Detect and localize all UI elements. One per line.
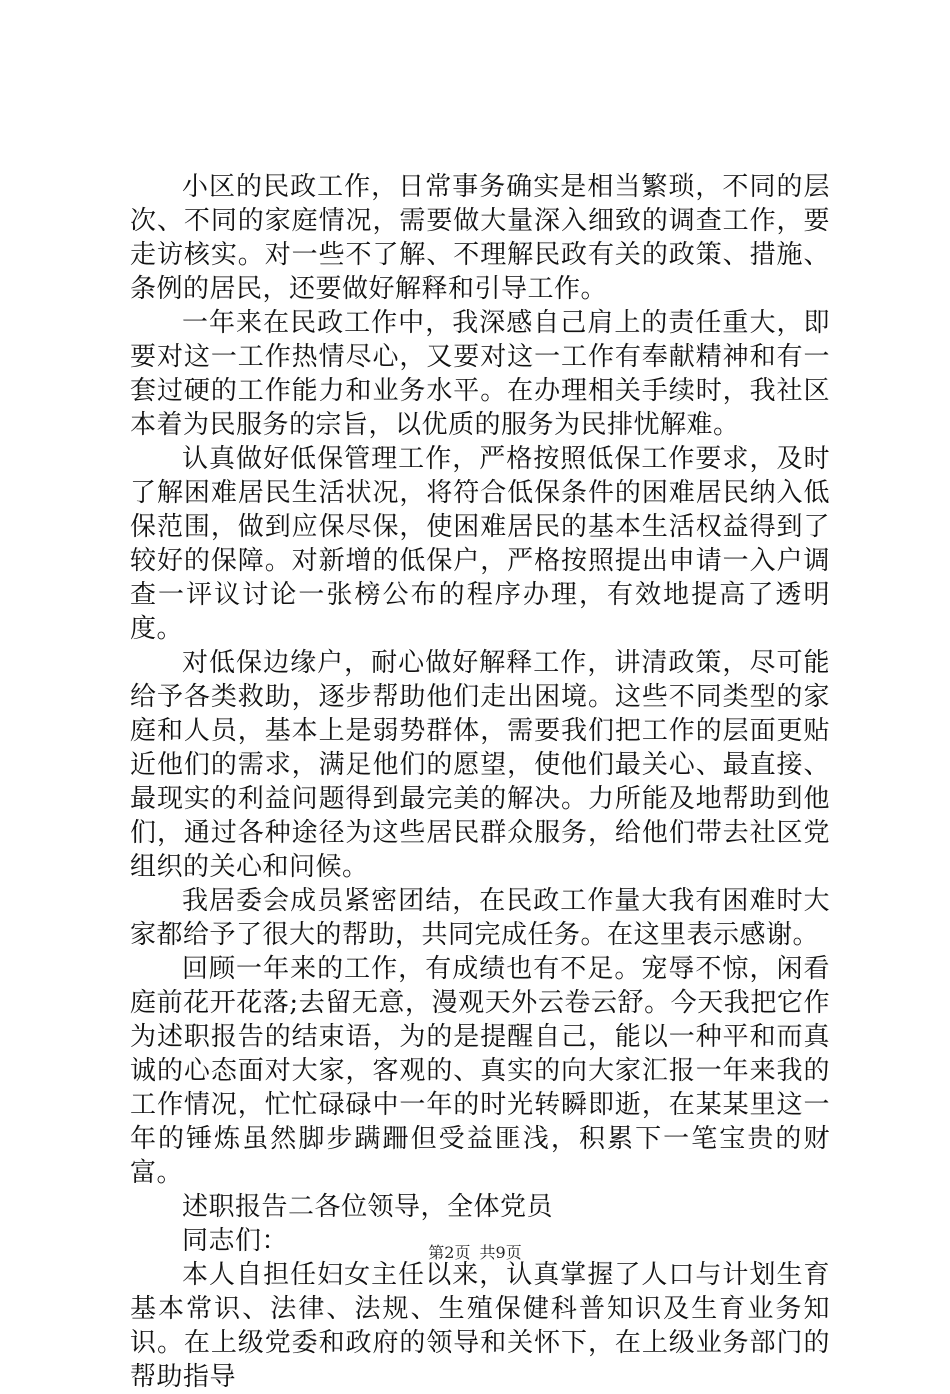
page-total: 共9页 (479, 1243, 522, 1262)
paragraph: 本人自担任妇女主任以来，认真掌握了人口与计划生育基本常识、法律、法规、生殖保健科普知识及生育业务知识。在上级党委和政府的领导和关怀下，在上级业务部门的帮助指导 (130, 1260, 830, 1392)
paragraph: 回顾一年来的工作，有成绩也有不足。宠辱不惊，闲看庭前花开花落;去留无意，漫观天外云卷云舒。今天我把它作为述职报告的结束语，为的是提醒自己，能以一种平和而真诚的心态面对大家，客观的、真实的向大家汇报一年来我的工作情况，忙忙碌碌中一年的时光转瞬即逝，在某某里这一年的锤炼虽然脚步蹒跚但受益匪浅，积累下一笔宝贵的财富。 (130, 954, 830, 1188)
page-number: 第2页 (428, 1243, 471, 1262)
paragraph: 述职报告二各位领导，全体党员 (182, 1192, 554, 1222)
document-body (130, 170, 830, 1394)
paragraph: 一年来在民政工作中，我深感自己肩上的责任重大，即要对这一工作热情尽心，又要对这一工作有奉献精神和有一套过硬的工作能力和业务水平。在办理相关手续时，我社区本着为民服务的宗旨，以优质的服务为民排忧解难。 (130, 308, 830, 440)
paragraph: 我居委会成员紧密团结，在民政工作量大我有困难时大家都给予了很大的帮助，共同完成任务。在这里表示感谢。 (130, 886, 830, 950)
page-footer (0, 1243, 950, 1263)
paragraph: 认真做好低保管理工作，严格按照低保工作要求，及时了解困难居民生活状况，将符合低保条件的困难居民纳入低保范围，做到应保尽保，使困难居民的基本生活权益得到了较好的保障。对新增的低保户，严格按照提出申请一入户调查一评议讨论一张榜公布的程序办理，有效地提高了透明度。 (130, 444, 830, 644)
paragraph: 小区的民政工作，日常事务确实是相当繁琐，不同的层次、不同的家庭情况，需要做大量深入细致的调查工作，要走访核实。对一些不了解、不理解民政有关的政策、措施、条例的居民，还要做好解释和引导工作。 (130, 172, 830, 304)
paragraph: 同志们： (182, 1226, 289, 1256)
paragraph: 对低保边缘户，耐心做好解释工作，讲清政策，尽可能给予各类救助，逐步帮助他们走出困境。这些不同类型的家庭和人员，基本上是弱势群体，需要我们把工作的层面更贴近他们的需求，满足他们的愿望，使他们最关心、最直接、最现实的利益问题得到最完美的解决。力所能及地帮助到他们，通过各种途径为这些居民群众服务，给他们带去社区党组织的关心和问候。 (130, 648, 830, 882)
